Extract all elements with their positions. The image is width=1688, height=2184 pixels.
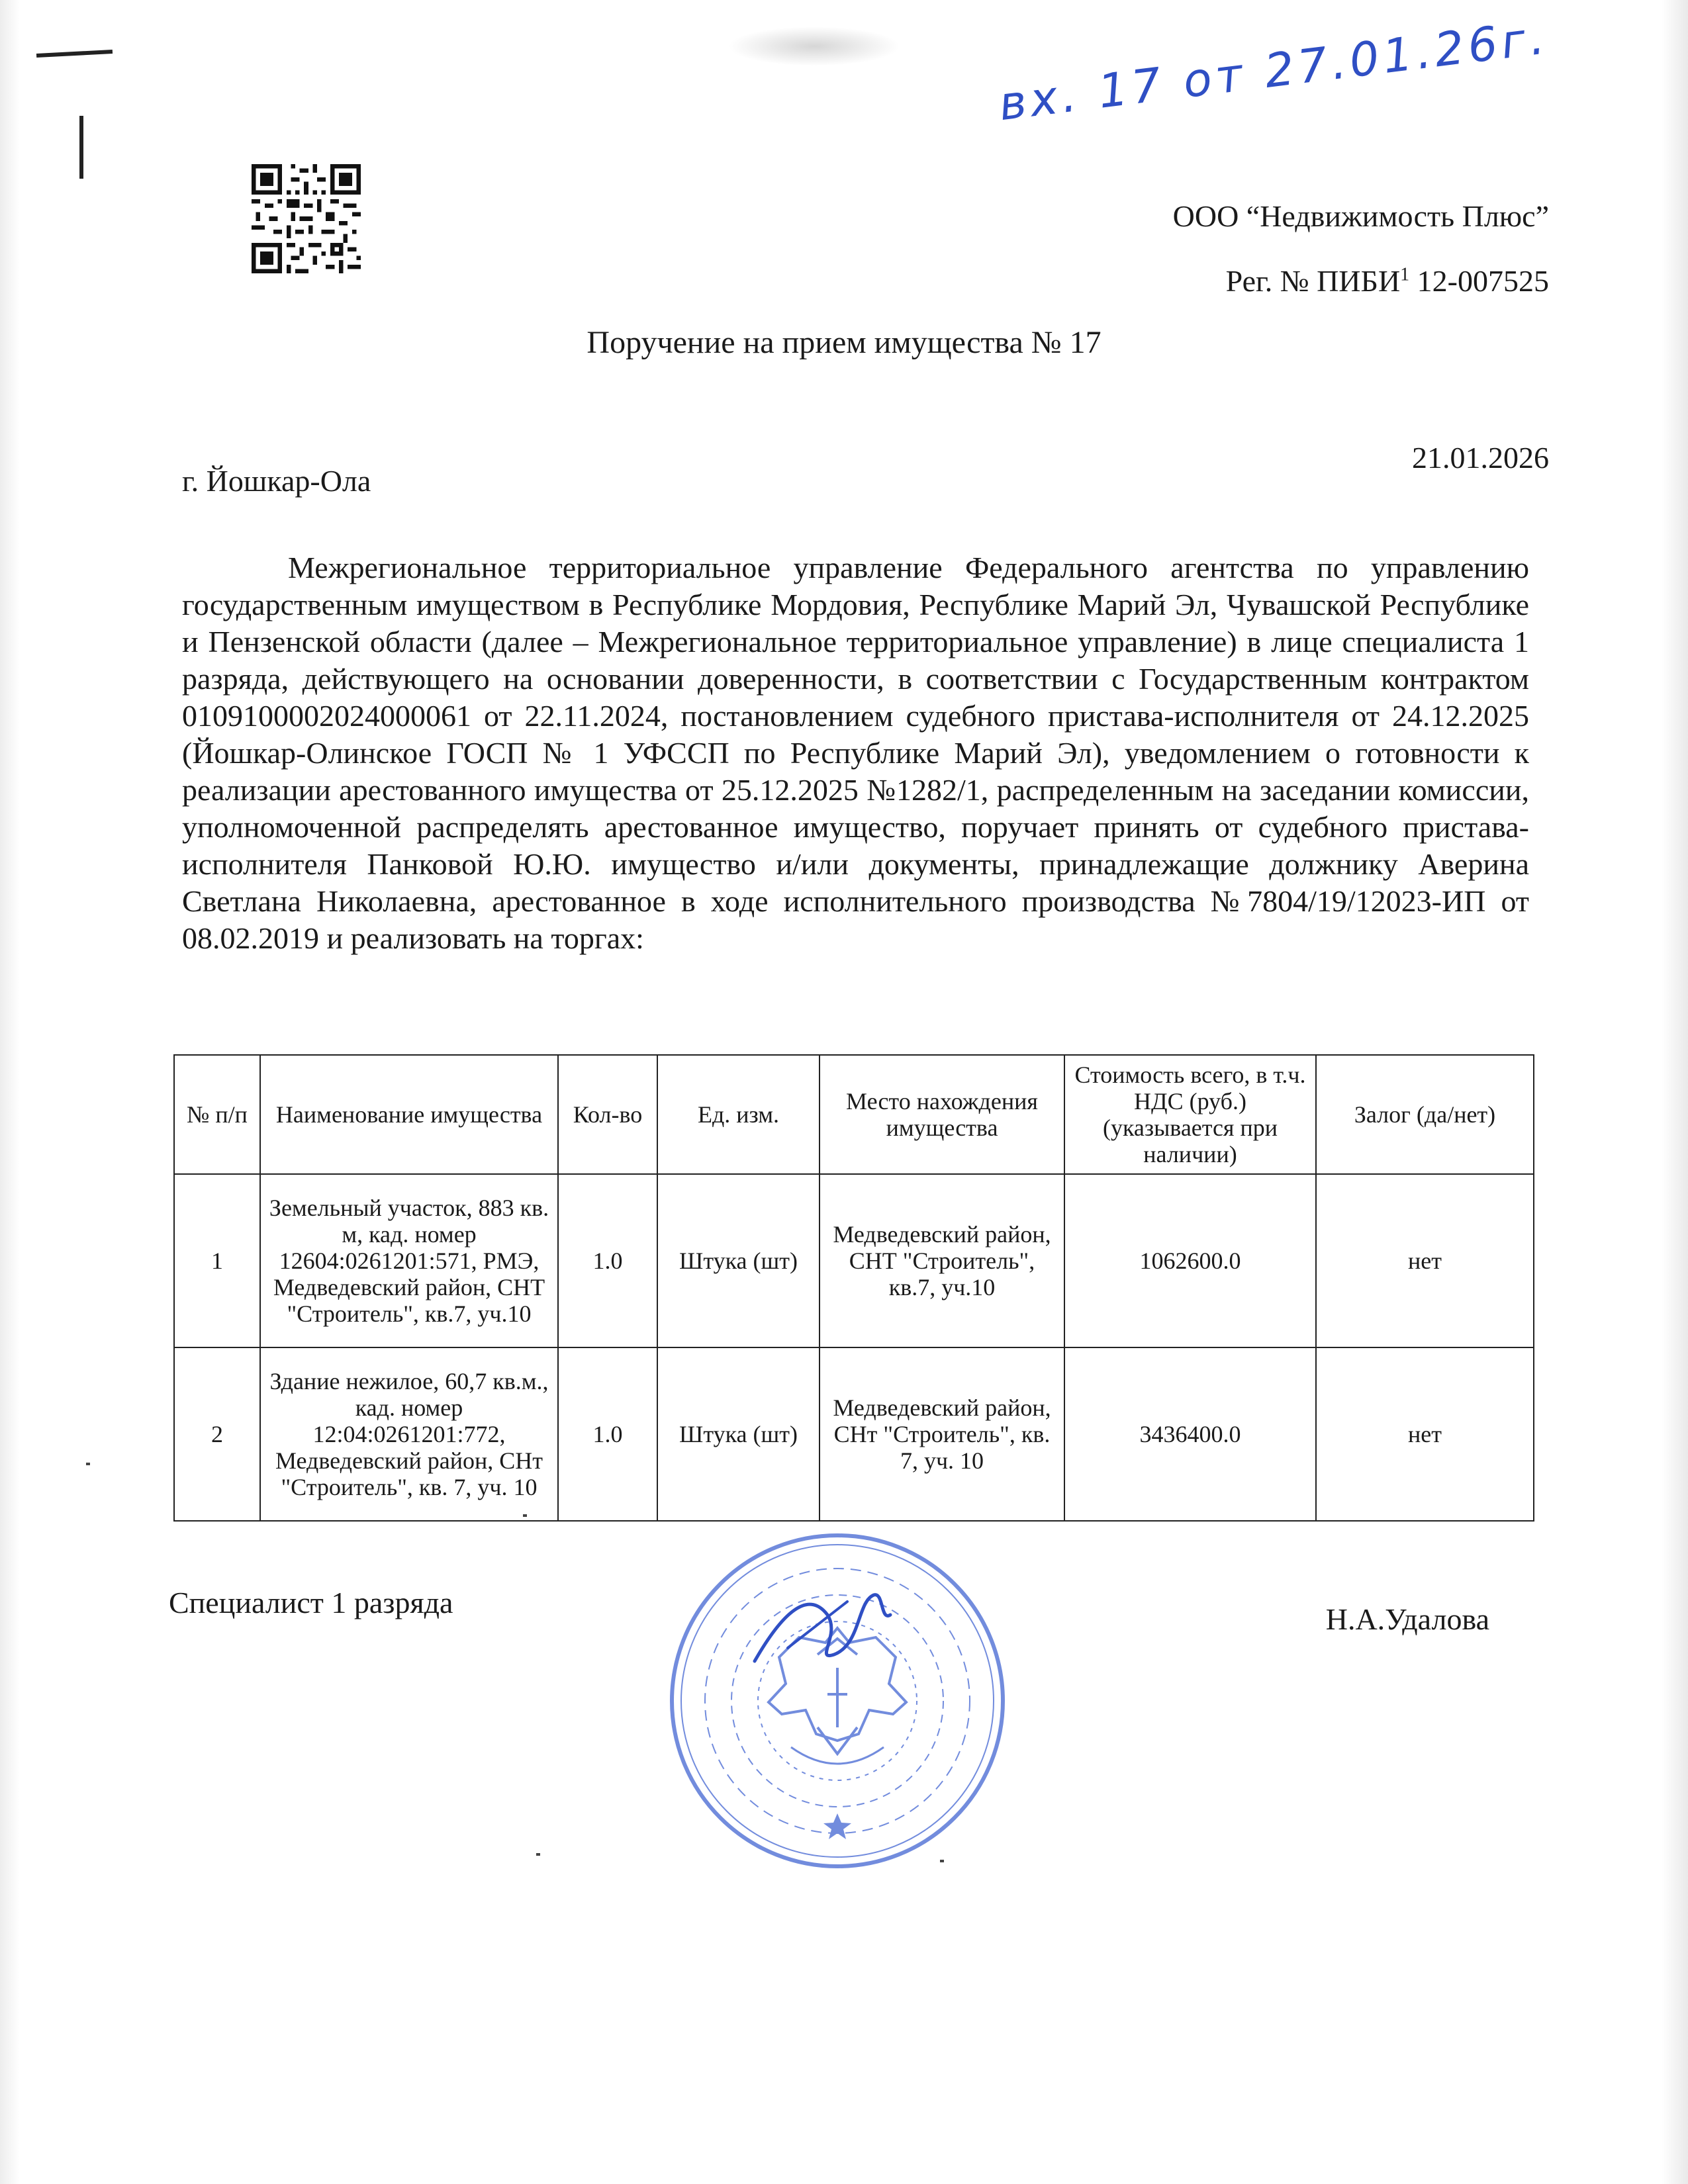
scan-mark — [36, 50, 113, 58]
header-pledge: Залог (да/нет) — [1316, 1055, 1534, 1174]
cell-unit: Штука (шт) — [657, 1174, 820, 1347]
cell-qty: 1.0 — [558, 1174, 657, 1347]
property-table — [173, 1054, 1534, 1522]
handwritten-signature-icon — [748, 1575, 900, 1688]
header-qty: Кол-во — [558, 1055, 657, 1174]
cell-cost: 1062600.0 — [1064, 1174, 1316, 1347]
scan-mark-vertical — [79, 116, 83, 179]
registration-line — [1226, 263, 1549, 298]
cell-name: Земельный участок, 883 кв. м, кад. номер 12604:0261201:571, РМЭ, Медведевский район, СНТ "Строитель", кв.7, уч.10 — [260, 1174, 558, 1347]
document-date: 21.01.2026 — [1412, 441, 1549, 475]
document-city: г. Йошкар-Ола — [182, 464, 371, 498]
registration-label: Рег. № ПИБИ — [1225, 264, 1401, 298]
cell-unit: Штука (шт) — [657, 1347, 820, 1521]
signatory-name: Н.А.Удалова — [1325, 1602, 1489, 1636]
table-row — [174, 1347, 1534, 1521]
cell-num: 1 — [174, 1174, 260, 1347]
body-paragraph: Межрегиональное территориальное управление Федерального агентства по управлению государственным имуществом в Республике Мордовия, Республике Марий Эл, Чувашской Республике и Пензенской области (далее – Межрегиональное территориальное управление) в лице специалиста 1 разряда, действующего на основании доверенности, в соответствии с Государственным контрактом 0109100002024000061 от 22.11.2024, постановлением судебного пристава-исполнителя от 24.12.2025 (Йошкар-Олинское ГОСП № 1 УФССП по Республике Марий Эл), уведомлением о готовности к реализации арестованного имущества от 25.12.2025 №1282/1, распределенным на заседании комиссии, уполномоченной распределять арестованное имущество, поручает принять от судебного пристава-исполнителя Панковой Ю.Ю. имущество и/или документы, принадлежащие должнику Аверина Светлана Николаевна, арестованное в ходе исполнительного производства №7804/19/12023-ИП от 08.02.2019 и реализовать на торгах: — [182, 551, 1529, 955]
registration-footnote-mark: 1 — [1400, 264, 1410, 285]
cell-pledge: нет — [1316, 1174, 1534, 1347]
cell-location: Медведевский район, СНт "Строитель", кв. 7, уч. 10 — [820, 1347, 1064, 1521]
incoming-registration-note: вх. 17 от 27.01.26г. — [996, 10, 1552, 132]
organization-name: ООО “Недвижимость Плюс” — [1172, 199, 1549, 233]
signatory-role: Специалист 1 разряда — [169, 1586, 453, 1619]
header-num: № п/п — [174, 1055, 260, 1174]
registration-number: 12-007525 — [1409, 264, 1549, 298]
scan-smudge — [728, 26, 900, 66]
cell-pledge: нет — [1316, 1347, 1534, 1521]
document-title: Поручение на прием имущества № 17 — [586, 325, 1102, 360]
header-unit: Ед. изм. — [657, 1055, 820, 1174]
cell-location: Медведевский район, СНТ "Строитель", кв.7, уч.10 — [820, 1174, 1064, 1347]
header-location: Место нахождения имущества — [820, 1055, 1064, 1174]
header-cost: Стоимость всего, в т.ч. НДС (руб.) (указывается при наличии) — [1064, 1055, 1316, 1174]
table-header-row — [174, 1055, 1534, 1174]
cell-qty: 1.0 — [558, 1347, 657, 1521]
cell-cost: 3436400.0 — [1064, 1347, 1316, 1521]
cell-name: Здание нежилое, 60,7 кв.м., кад. номер 12:04:0261201:772, Медведевский район, СНт "Строитель", кв. 7, уч. 10 — [260, 1347, 558, 1521]
qr-code-icon — [252, 164, 361, 273]
header-name: Наименование имущества — [260, 1055, 558, 1174]
cell-num: 2 — [174, 1347, 260, 1521]
table-row — [174, 1174, 1534, 1347]
